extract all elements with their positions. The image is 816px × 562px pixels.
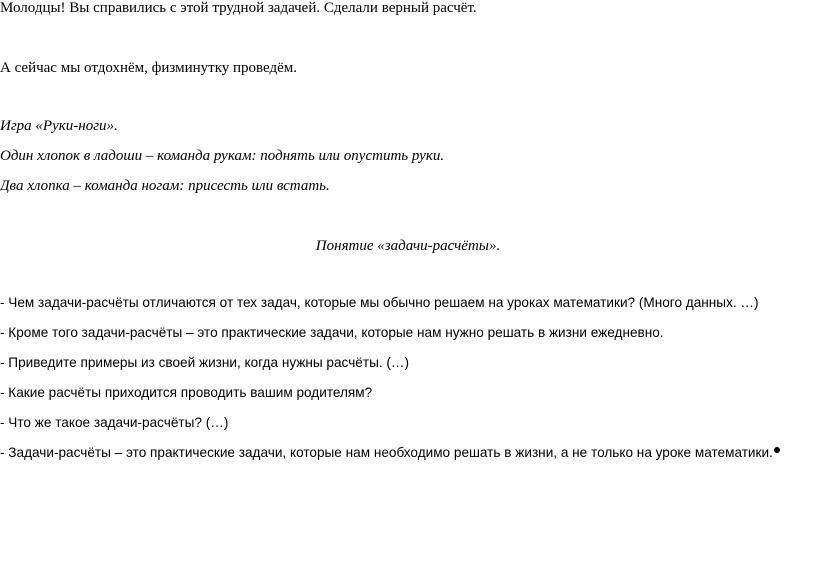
dialogue-line-4: - Какие расчёты приходится проводить вашим родителям?	[0, 385, 373, 400]
dialogue-line-2: - Кроме того задачи-расчёты – это практические задачи, которые нам нужно решать в жизни ежедневно.	[0, 325, 664, 340]
intro-praise-text: Молодцы! Вы справились с этой трудной задачей. Сделали верный расчёт.	[0, 0, 477, 16]
dialogue-line-1: - Чем задачи-расчёты отличаются от тех задач, которые мы обычно решаем на уроках математики? (Много данных. …)	[0, 295, 759, 310]
game-rule-one: Один хлопок в ладоши – команда рукам: поднять или опустить руки.	[0, 148, 445, 164]
game-title: Игра «Руки-ноги».	[0, 118, 118, 134]
dialogue-line-6-row	[0, 446, 780, 460]
section-title: Понятие «задачи-расчёты».	[315, 238, 501, 254]
dialogue-line-3: - Приведите примеры из своей жизни, когда нужны расчёты. (…)	[0, 355, 410, 370]
dialogue-line-5: - Что же такое задачи-расчёты? (…)	[0, 415, 229, 430]
game-rule-two: Два хлопка – команда ногам: присесть или встать.	[0, 178, 330, 194]
black-dot-icon	[774, 447, 780, 453]
intro-rest-text: А сейчас мы отдохнём, физминутку проведём.	[0, 60, 298, 76]
dialogue-line-6: - Задачи-расчёты – это практические задачи, которые нам необходимо решать в жизни, а не только на уроке математики.	[0, 445, 773, 460]
